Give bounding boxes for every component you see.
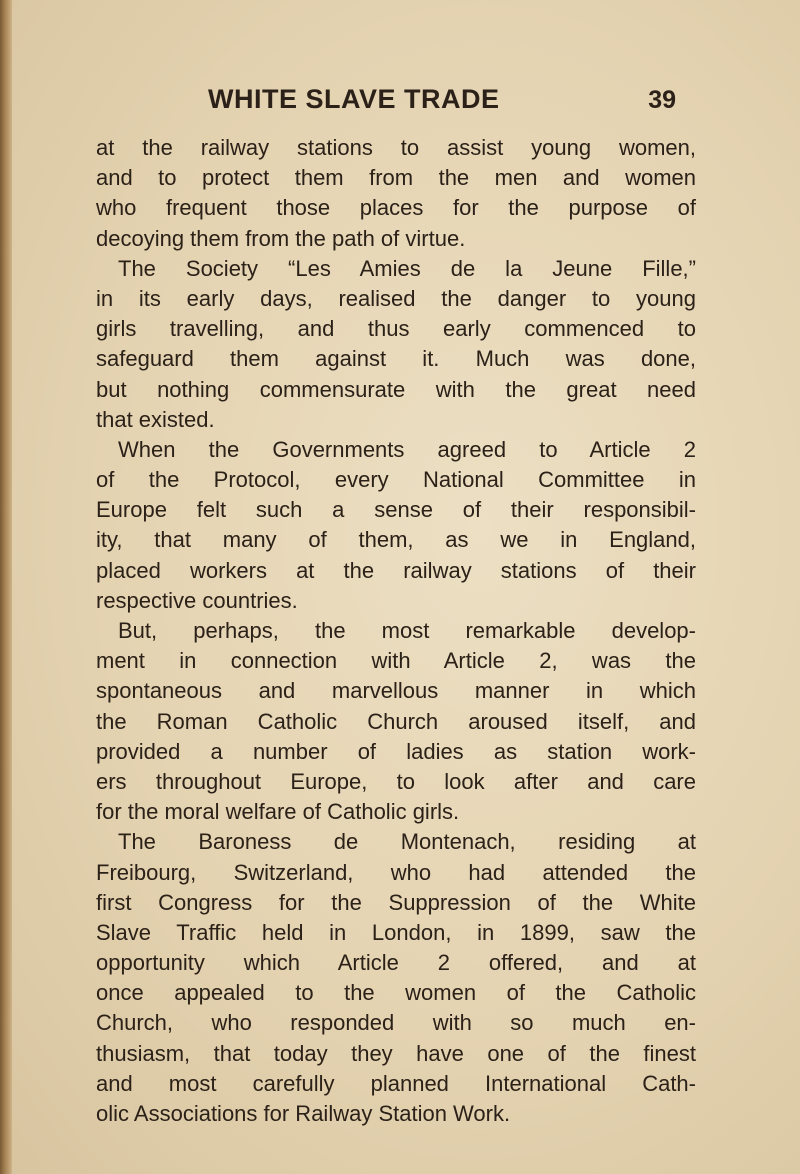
book-page [96, 78, 696, 1129]
text-line: Europe felt such a sense of their responsibil- [96, 497, 696, 523]
text-line: that existed. [96, 406, 215, 432]
text-line: ity, that many of them, as we in England, [96, 527, 696, 553]
text-line: safeguard them against it. Much was done, [96, 346, 696, 372]
text-line: of the Protocol, every National Committee in [96, 467, 696, 493]
text-line: opportunity which Article 2 offered, and at [96, 950, 696, 976]
text-line: respective countries. [96, 587, 298, 613]
text-line: who frequent those places for the purpose of [96, 195, 696, 221]
text-line: thusiasm, that today they have one of the finest [96, 1040, 696, 1066]
text-line: first Congress for the Suppression of the White [96, 889, 696, 915]
text-line: provided a number of ladies as station work- [96, 738, 696, 764]
text-line: the Roman Catholic Church aroused itself, and [96, 708, 696, 734]
text-line: for the moral welfare of Catholic girls. [96, 799, 460, 825]
page-number: 39 [648, 86, 676, 114]
paragraph [96, 435, 696, 616]
paragraph [96, 133, 696, 254]
text-line: but nothing commensurate with the great need [96, 376, 696, 402]
text-line: The Society “Les Amies de la Jeune Fille,” [118, 255, 696, 281]
text-line: olic Associations for Railway Station Work. [96, 1101, 511, 1126]
text-line: ment in connection with Article 2, was the [96, 648, 696, 674]
text-line: But, perhaps, the most remarkable develop- [118, 618, 696, 643]
paragraph [96, 254, 696, 435]
text-line: placed workers at the railway stations of their [96, 557, 696, 583]
text-line: decoying them from the path of virtue. [96, 225, 466, 251]
text-line: When the Governments agreed to Article 2 [118, 436, 696, 462]
text-line: girls travelling, and thus early commenced to [96, 316, 696, 342]
running-title: WHITE SLAVE TRADE [208, 84, 500, 114]
text-line: in its early days, realised the danger to young [96, 285, 696, 311]
text-line: Church, who responded with so much en- [96, 1010, 696, 1036]
body-text [96, 133, 696, 1129]
text-line: Slave Traffic held in London, in 1899, saw the [96, 919, 696, 945]
book-binding-edge [0, 0, 12, 1174]
text-line: at the railway stations to assist young women, [96, 135, 696, 160]
running-head [96, 78, 696, 130]
text-line: and to protect them from the men and women [96, 165, 696, 191]
text-line: Freibourg, Switzerland, who had attended the [96, 859, 696, 885]
paragraph [96, 827, 696, 1129]
text-line: The Baroness de Montenach, residing at [118, 829, 696, 855]
text-line: and most carefully planned International Cath- [96, 1070, 696, 1096]
text-line: spontaneous and marvellous manner in which [96, 678, 696, 704]
paragraph [96, 616, 696, 827]
text-line: once appealed to the women of the Catholic [96, 980, 696, 1006]
text-line: ers throughout Europe, to look after and care [96, 768, 696, 794]
